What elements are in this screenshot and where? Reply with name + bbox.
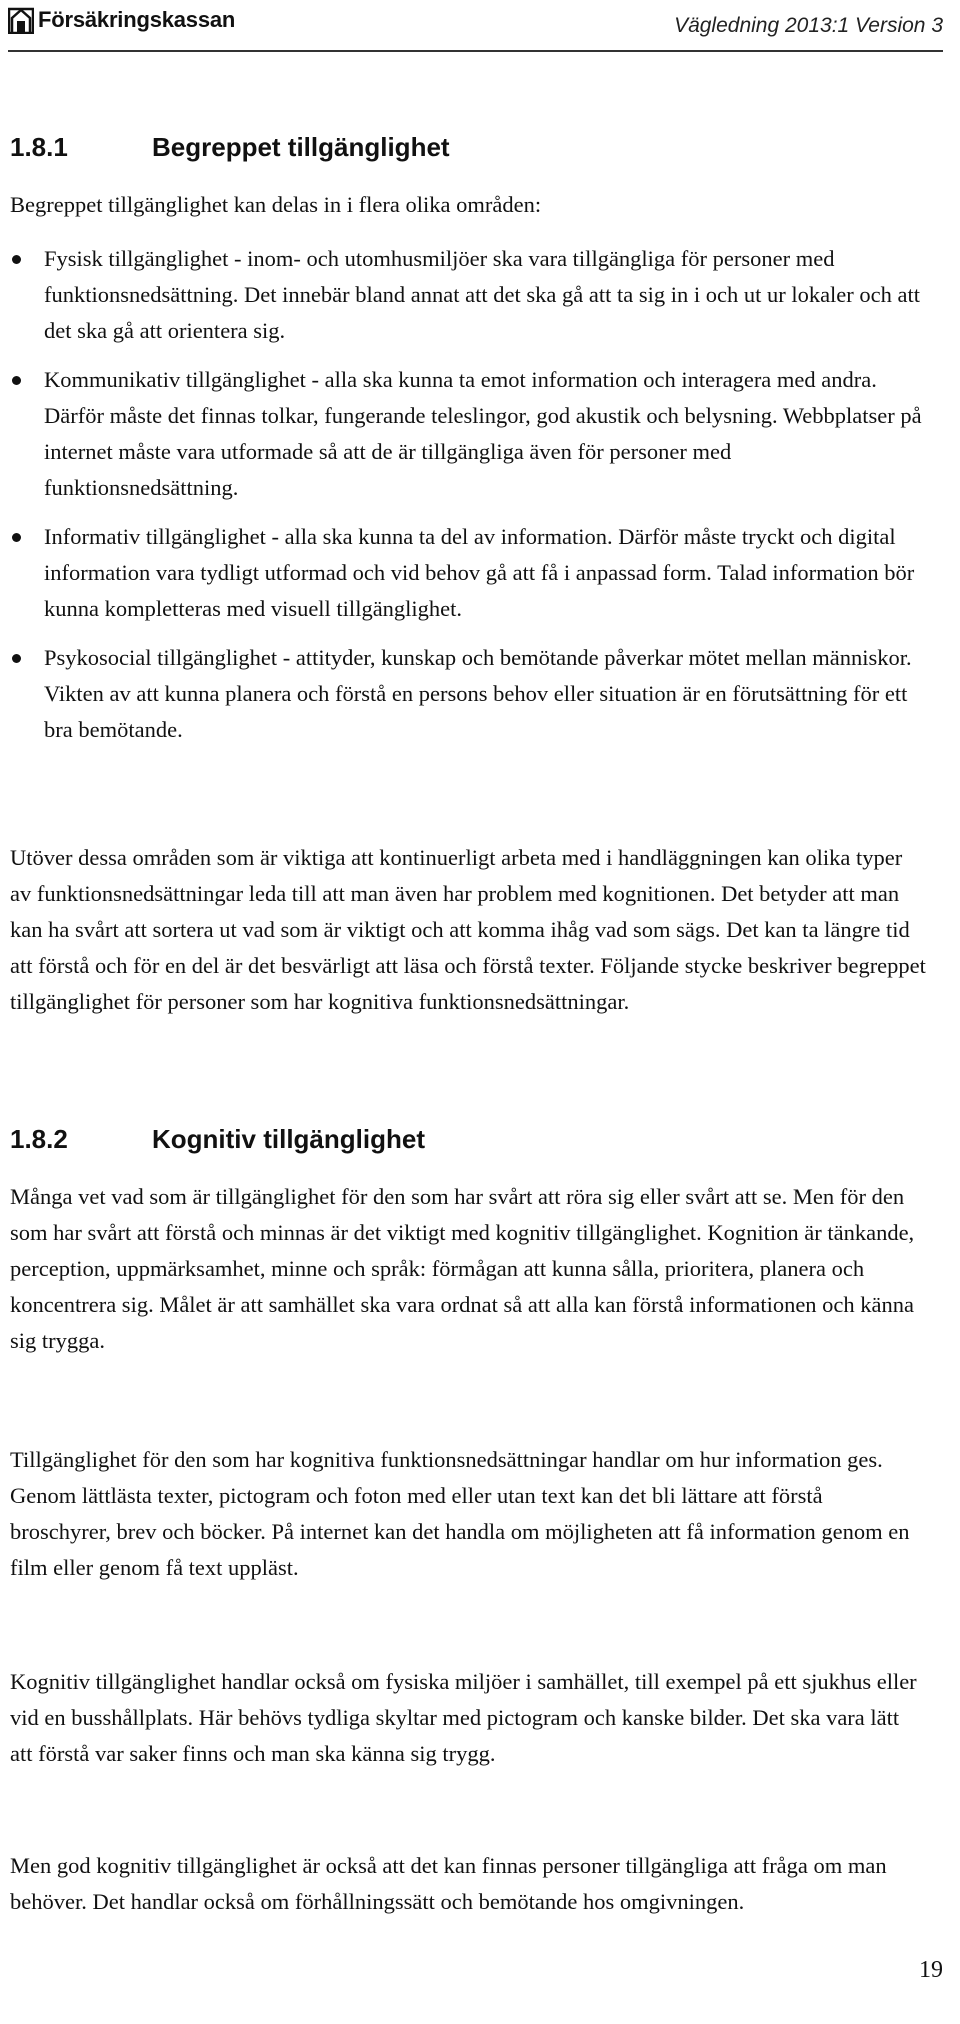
bullet-list — [10, 241, 926, 748]
body-paragraph: Men god kognitiv tillgänglighet är också att det kan finnas personer tillgängliga att fråga om man behöver. Det handlar också om förhållningssätt och bemötande hos omgivningen. — [10, 1853, 887, 1914]
section-heading-2 — [10, 1124, 425, 1155]
section-heading-1 — [10, 132, 450, 163]
body-paragraph: Många vet vad som är tillgänglighet för den som har svårt att röra sig eller svårt att se. Men för den som har svårt att förstå och minnas är det viktigt med kognitiv tillgänglighet. Kognition är tänkande, perception, uppmärksamhet, minne och språk: förmågan att kunna sålla, prioritera, planera och koncentrera sig. Målet är att samhället ska vara ordnat så att alla kan förstå informationen och känna sig trygga. — [10, 1184, 915, 1353]
list-item: Fysisk tillgänglighet - inom- och utomhusmiljöer ska vara tillgängliga för personer med funktionsnedsättning. Det innebär bland annat att det ska gå att ta sig in i och ut ur lokaler och att det ska gå att orientera sig. — [10, 241, 926, 349]
list-item: Kommunikativ tillgänglighet - alla ska kunna ta emot information och interagera med andra. Därför måste det finnas tolkar, fungerande teleslingor, god akustik och belysning. Webbplatser på internet måste vara utformade så att de är tillgängliga även för personer med funktionsnedsättning. — [10, 362, 926, 506]
section-title: Kognitiv tillgänglighet — [152, 1124, 425, 1154]
list-item: Informativ tillgänglighet - alla ska kunna ta del av information. Därför måste tryckt och digital information vara tydligt utformad och vid behov gå att få i anpassad form. Talad information bör kunna kompletteras med visuell tillgänglighet. — [10, 519, 926, 627]
header-divider — [8, 50, 943, 52]
logo-text: Försäkringskassan — [38, 7, 236, 32]
body-paragraph: Kognitiv tillgänglighet handlar också om fysiska miljöer i samhället, till exempel på ett sjukhus eller vid en busshållplats. Här behövs tydliga skyltar med pictogram och kanske bilder. Det ska vara lätt att förstå var saker finns och man ska känna sig trygg. — [10, 1669, 917, 1766]
list-item: Psykosocial tillgänglighet - attityder, kunskap och bemötande påverkar mötet mellan människor. Vikten av att kunna planera och förstå en persons behov eller situation är en förutsättning för ett bra bemötande. — [10, 640, 926, 748]
page-number: 19 — [919, 1957, 943, 1983]
section-number: 1.8.2 — [10, 1124, 68, 1154]
bullet-icon — [12, 376, 21, 385]
section-title: Begreppet tillgänglighet — [152, 132, 450, 162]
section-number: 1.8.1 — [10, 132, 68, 162]
page-header — [0, 0, 960, 58]
bullet-icon — [12, 533, 21, 542]
bullet-icon — [12, 255, 21, 264]
body-paragraph: Utöver dessa områden som är viktiga att kontinuerligt arbeta med i handläggningen kan olika typer av funktionsnedsättningar leda till att man även har problem med kognitionen. Det betyder att man kan ha svårt att sortera ut vad som är viktigt och att komma ihåg vad som sägs. Det kan ta längre tid att förstå och för en del är det besvärligt att läsa och förstå texter. Följande stycke beskriver begreppet tillgänglighet för personer som har kognitiva funktionsnedsättningar. — [10, 845, 926, 1014]
logo-icon — [8, 6, 34, 34]
document-reference: Vägledning 2013:1 Version 3 — [674, 14, 943, 37]
logo — [8, 6, 235, 34]
bullet-icon — [12, 654, 21, 663]
intro-text: Begreppet tillgänglighet kan delas in i flera olika områden: — [10, 192, 542, 217]
body-paragraph: Tillgänglighet för den som har kognitiva funktionsnedsättningar handlar om hur information ges. Genom lättlästa texter, pictogram och foton med eller utan text kan det bli lättare att förstå broschyrer, brev och böcker. På internet kan det handla om möjligheten att få information genom en film eller genom få text uppläst. — [10, 1447, 910, 1580]
